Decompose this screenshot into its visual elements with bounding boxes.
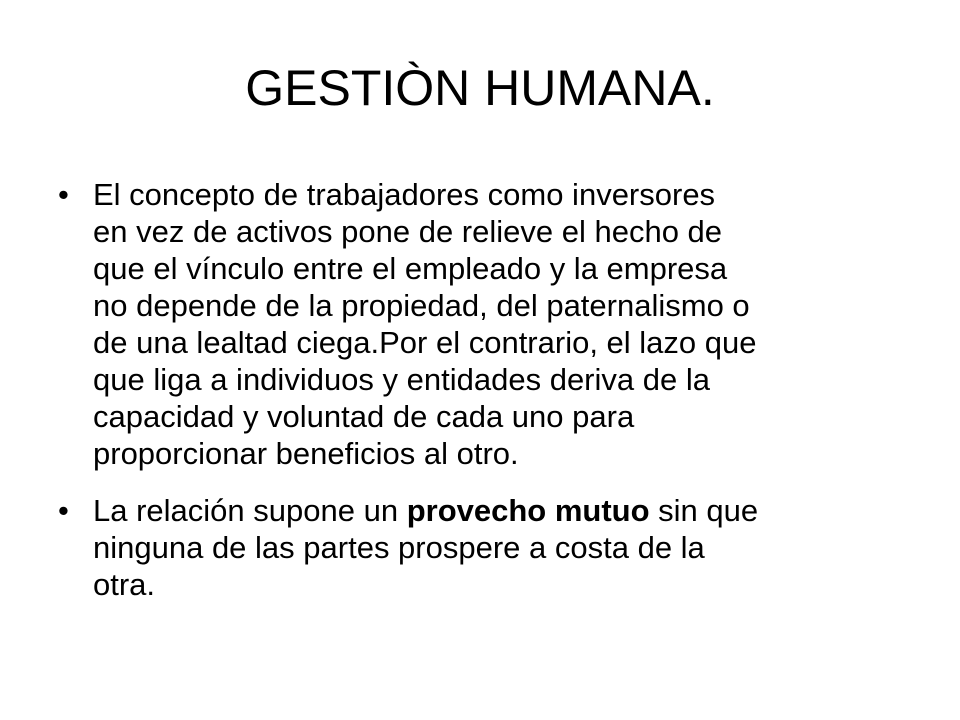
slide-body xyxy=(58,176,908,603)
bullet-2-text-after: sin que xyxy=(649,493,759,528)
bullet-1-line-1: El concepto de trabajadores como inversores xyxy=(93,177,716,212)
bullet-1-line-6: que liga a individuos y entidades deriva de la xyxy=(93,362,710,397)
bullet-dot: • xyxy=(58,493,69,528)
bullet-1-line-3: que el vínculo entre el empleado y la empresa xyxy=(93,251,728,286)
bullet-item-2 xyxy=(58,492,908,603)
bullet-2-line-3: otra. xyxy=(93,567,156,602)
bullet-1-line-7: capacidad y voluntad de cada uno para xyxy=(93,399,635,434)
bullet-2-text-before: La relación supone un xyxy=(93,493,407,528)
bullet-1-line-2: en vez de activos pone de relieve el hecho de xyxy=(93,214,723,249)
bullet-2-line-1 xyxy=(93,492,908,529)
bullet-1-line-5: de una lealtad ciega.Por el contrario, el lazo que xyxy=(93,325,757,360)
bullet-2-line-2: ninguna de las partes prospere a costa de la xyxy=(93,530,705,565)
bullet-1-line-8: proporcionar beneficios al otro. xyxy=(93,436,519,471)
slide-title: GESTIÒN HUMANA. xyxy=(245,60,715,116)
emphasis-provecho-mutuo: provecho mutuo xyxy=(406,493,650,528)
bullet-item-1 xyxy=(58,176,908,472)
bullet-dot: • xyxy=(58,177,69,212)
bullet-1-line-4: no depende de la propiedad, del paternalismo o xyxy=(93,288,750,323)
